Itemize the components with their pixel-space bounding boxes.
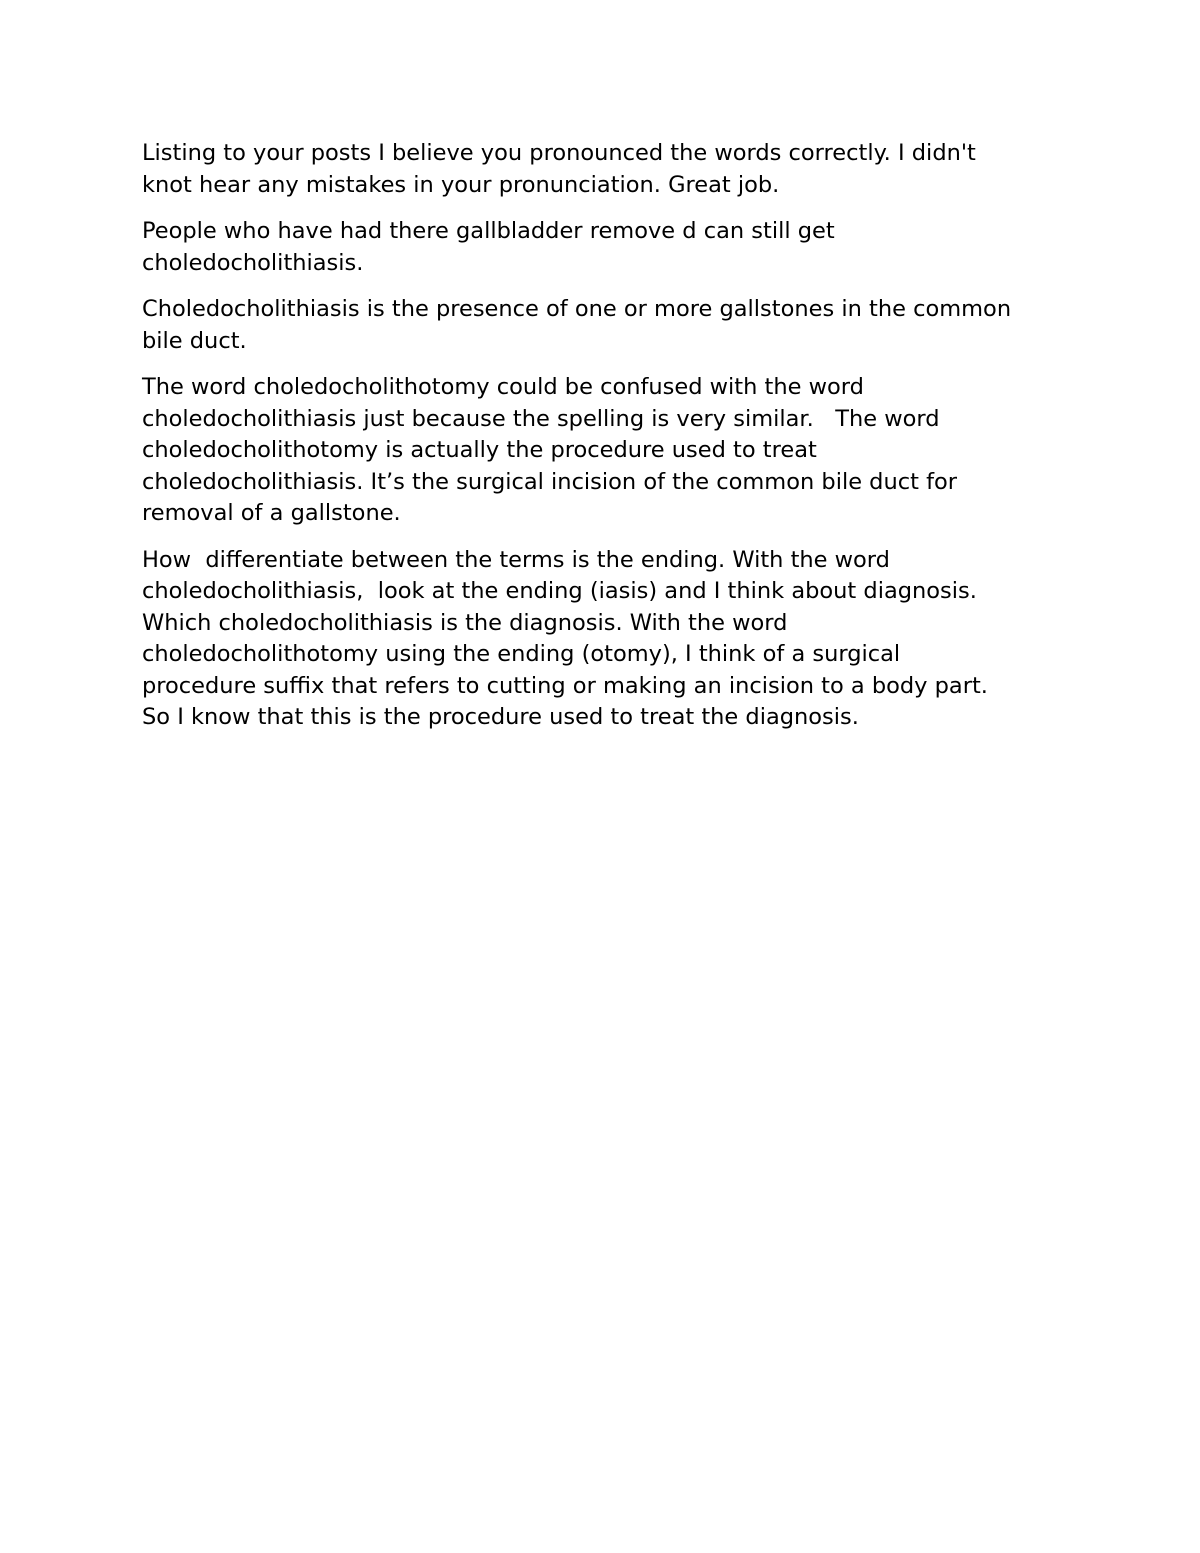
text-line: choledocholithiasis just because the spelling is very similar. The word (142, 405, 940, 432)
text-line: The word choledocholithotomy could be confused with the word (142, 374, 864, 400)
text-line: choledocholithiasis, look at the ending (iasis) and I think about diagnosis. (142, 578, 977, 604)
text-line: Choledocholithiasis is the presence of one or more gallstones in the common (142, 296, 1012, 322)
paragraph-differentiation (142, 545, 1072, 734)
text-line: knot hear any mistakes in your pronunciation. Great job. (142, 171, 780, 198)
text-line: bile duct. (142, 327, 247, 354)
document-body (142, 138, 1072, 749)
text-line: So I know that this is the procedure used to treat the diagnosis. (142, 704, 859, 730)
text-line: choledocholithiasis. (142, 249, 364, 276)
text-line: How differentiate between the terms is the ending. With the word (142, 546, 890, 573)
text-line: People who have had there gallbladder remove d can still get (142, 218, 835, 244)
text-line: procedure suffix that refers to cutting or making an incision to a body part. (142, 672, 988, 699)
text-line: Listing to your posts I believe you pronounced the words correctly. I didn't (142, 140, 976, 166)
text-line: choledocholithotomy is actually the procedure used to treat (142, 437, 817, 463)
text-line: removal of a gallstone. (142, 500, 401, 526)
text-line: choledocholithotomy using the ending (otomy), I think of a surgical (142, 641, 901, 667)
paragraph-gallbladder-removed (142, 216, 1072, 279)
text-line: Which choledocholithiasis is the diagnosis. With the word (142, 609, 788, 636)
paragraph-definition (142, 294, 1072, 357)
paragraph-pronunciation-feedback (142, 138, 1072, 201)
paragraph-confusion (142, 372, 1072, 530)
text-line: choledocholithiasis. It’s the surgical incision of the common bile duct for (142, 468, 958, 495)
